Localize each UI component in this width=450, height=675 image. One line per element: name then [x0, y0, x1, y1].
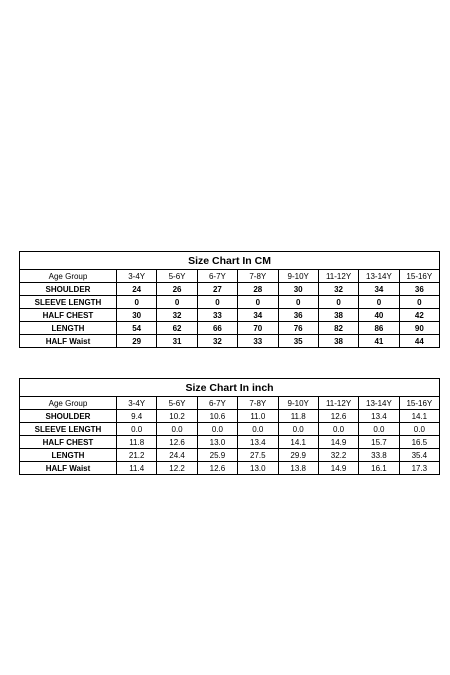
row-label: SLEEVE LENGTH	[20, 296, 117, 309]
table-cell: 13.4	[359, 410, 399, 423]
table-cell: 14.9	[318, 462, 358, 475]
age-group-header: Age Group	[20, 397, 117, 410]
table-cell: 11.4	[117, 462, 157, 475]
table-cell: 66	[197, 322, 237, 335]
table-cell: 36	[399, 283, 439, 296]
table-cell: 14.1	[278, 436, 318, 449]
column-header: 3-4Y	[117, 397, 157, 410]
table-cell: 33	[238, 335, 278, 348]
table-row	[20, 462, 440, 475]
size-chart-cm-table	[19, 251, 440, 348]
table-cell: 35	[278, 335, 318, 348]
table-cell: 82	[318, 322, 358, 335]
table-cell: 90	[399, 322, 439, 335]
table-cell: 25.9	[197, 449, 237, 462]
row-label: SHOULDER	[20, 283, 117, 296]
table-cell: 62	[157, 322, 197, 335]
table-title-row	[20, 252, 440, 270]
table-cell: 0	[399, 296, 439, 309]
table-header-row	[20, 397, 440, 410]
row-label: HALF Waist	[20, 462, 117, 475]
row-label: HALF Waist	[20, 335, 117, 348]
table-cell: 32	[197, 335, 237, 348]
table-cell: 0	[197, 296, 237, 309]
table-title-row	[20, 379, 440, 397]
table-cell: 27.5	[238, 449, 278, 462]
column-header: 6-7Y	[197, 397, 237, 410]
column-header: 9-10Y	[278, 270, 318, 283]
table-cell: 33.8	[359, 449, 399, 462]
column-header: 5-6Y	[157, 270, 197, 283]
table-cell: 0	[278, 296, 318, 309]
table-row	[20, 449, 440, 462]
table-cell: 41	[359, 335, 399, 348]
table-cell: 0.0	[197, 423, 237, 436]
table-cell: 0.0	[117, 423, 157, 436]
table-cell: 0.0	[318, 423, 358, 436]
table-row	[20, 436, 440, 449]
table-row	[20, 296, 440, 309]
table-cell: 15.7	[359, 436, 399, 449]
column-header: 3-4Y	[117, 270, 157, 283]
table-cell: 0.0	[399, 423, 439, 436]
age-group-header: Age Group	[20, 270, 117, 283]
table-title: Size Chart In inch	[20, 379, 440, 397]
table-cell: 38	[318, 335, 358, 348]
table-cell: 9.4	[117, 410, 157, 423]
table-cell: 13.4	[238, 436, 278, 449]
table-cell: 42	[399, 309, 439, 322]
table-cell: 29	[117, 335, 157, 348]
table-cell: 17.3	[399, 462, 439, 475]
table-cell: 11.8	[278, 410, 318, 423]
table-cell: 34	[238, 309, 278, 322]
column-header: 15-16Y	[399, 270, 439, 283]
column-header: 6-7Y	[197, 270, 237, 283]
table-cell: 0.0	[359, 423, 399, 436]
table-cell: 29.9	[278, 449, 318, 462]
row-label: SLEEVE LENGTH	[20, 423, 117, 436]
table-cell: 11.8	[117, 436, 157, 449]
table-cell: 0	[117, 296, 157, 309]
column-header: 15-16Y	[399, 397, 439, 410]
table-cell: 0.0	[157, 423, 197, 436]
table-cell: 12.6	[197, 462, 237, 475]
row-label: LENGTH	[20, 322, 117, 335]
column-header: 11-12Y	[318, 397, 358, 410]
table-cell: 12.2	[157, 462, 197, 475]
table-cell: 13.0	[197, 436, 237, 449]
table-cell: 35.4	[399, 449, 439, 462]
table-cell: 12.6	[157, 436, 197, 449]
table-row	[20, 423, 440, 436]
table-row	[20, 283, 440, 296]
table-cell: 30	[278, 283, 318, 296]
column-header: 11-12Y	[318, 270, 358, 283]
size-chart-inch-table	[19, 378, 440, 475]
table-cell: 21.2	[117, 449, 157, 462]
table-cell: 40	[359, 309, 399, 322]
column-header: 7-8Y	[238, 397, 278, 410]
table-cell: 31	[157, 335, 197, 348]
table-cell: 24.4	[157, 449, 197, 462]
column-header: 7-8Y	[238, 270, 278, 283]
table-cell: 16.1	[359, 462, 399, 475]
table-cell: 30	[117, 309, 157, 322]
table-cell: 36	[278, 309, 318, 322]
row-label: HALF CHEST	[20, 436, 117, 449]
table-cell: 0	[359, 296, 399, 309]
table-cell: 76	[278, 322, 318, 335]
column-header: 13-14Y	[359, 270, 399, 283]
table-cell: 10.2	[157, 410, 197, 423]
table-cell: 34	[359, 283, 399, 296]
table-header-row	[20, 270, 440, 283]
table-cell: 12.6	[318, 410, 358, 423]
row-label: SHOULDER	[20, 410, 117, 423]
table-cell: 32	[157, 309, 197, 322]
table-cell: 32	[318, 283, 358, 296]
table-cell: 13.0	[238, 462, 278, 475]
row-label: LENGTH	[20, 449, 117, 462]
table-title: Size Chart In CM	[20, 252, 440, 270]
table-cell: 16.5	[399, 436, 439, 449]
table-cell: 86	[359, 322, 399, 335]
table-cell: 38	[318, 309, 358, 322]
table-cell: 0	[318, 296, 358, 309]
table-row	[20, 335, 440, 348]
table-cell: 14.1	[399, 410, 439, 423]
table-cell: 0	[238, 296, 278, 309]
table-cell: 14.9	[318, 436, 358, 449]
table-row	[20, 309, 440, 322]
table-cell: 33	[197, 309, 237, 322]
row-label: HALF CHEST	[20, 309, 117, 322]
column-header: 13-14Y	[359, 397, 399, 410]
table-row	[20, 322, 440, 335]
table-cell: 32.2	[318, 449, 358, 462]
table-cell: 28	[238, 283, 278, 296]
table-cell: 0.0	[278, 423, 318, 436]
table-cell: 0.0	[238, 423, 278, 436]
table-cell: 44	[399, 335, 439, 348]
column-header: 9-10Y	[278, 397, 318, 410]
table-cell: 11.0	[238, 410, 278, 423]
column-header: 5-6Y	[157, 397, 197, 410]
table-cell: 13.8	[278, 462, 318, 475]
table-cell: 70	[238, 322, 278, 335]
table-cell: 27	[197, 283, 237, 296]
table-cell: 24	[117, 283, 157, 296]
table-cell: 10.6	[197, 410, 237, 423]
table-cell: 26	[157, 283, 197, 296]
table-cell: 0	[157, 296, 197, 309]
table-row	[20, 410, 440, 423]
table-cell: 54	[117, 322, 157, 335]
